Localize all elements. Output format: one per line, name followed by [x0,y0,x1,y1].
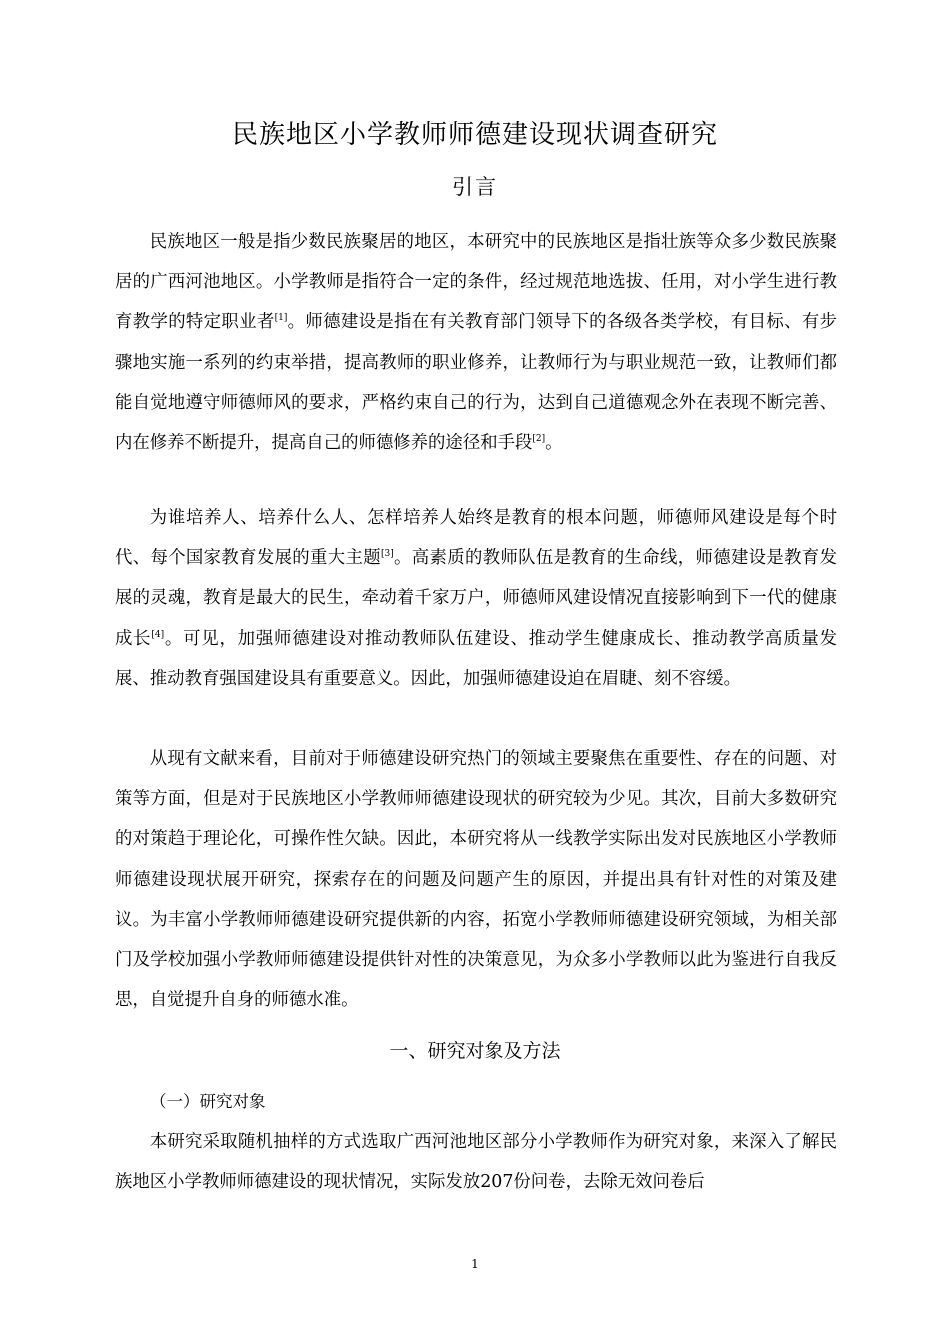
paragraph-text: 从现有文献来看，目前对于师德建设研究热门的领域主要聚焦在重要性、存在的问题、对策等方面，但是对于民族地区小学教师师德建设现状的研究较为少见。其次，目前大多数研究的对策趋于理论化，可操作性欠缺。因此，本研究将从一线教学实际出发对民族地区小学教师师德建设现状展开研究，探索存在的问题及问题产生的原因，并提出具有针对性的对策及建议。为丰富小学教师师德建设研究提供新的内容，拓宽小学教师师德建设研究领域，为相关部门及学校加强小学教师师德建设提供针对性的决策意见，为众多小学教师以此为鉴进行自我反思，自觉提升自身的师德水准。 [115,749,837,1011]
citation-marker: [1] [274,313,288,324]
section-paragraph: 本研究采取随机抽样的方式选取广西河池地区部分小学教师作为研究对象，来深入了解民族地区小学教师师德建设的现状情况，实际发放207份问卷，去除无效问卷后 [115,1132,837,1193]
page-number: 1 [471,1257,479,1271]
paragraph-text: 。可见，加强师德建设对推动教师队伍建设、推动学生健康成长、推动教学高质量发展、推动教育强国建设具有重要意义。因此，加强师德建设迫在眉睫、刻不容缓。 [115,628,837,689]
introduction-heading: 引言 [452,175,498,199]
citation-marker: [4] [151,629,165,640]
section-heading: 一、研究对象及方法 [389,1040,561,1062]
subsection-heading: （一）研究对象 [150,1092,266,1111]
citation-marker: [2] [532,434,546,445]
paragraph-text: 。高素质的教师队伍是教育的生命线，师德建设是教育发展的灵魂，教育是最大的民生，牵动着千家万户，师德师风建设情况直接影响到下一代的健康成长 [115,548,837,649]
paragraph-text: 为谁培养人、培养什么人、怎样培养人始终是教育的根本问题，师德师风建设是每个时代、每个国家教育发展的重大主题 [115,508,837,569]
paragraph-text: 民族地区一般是指少数民族聚居的地区，本研究中的民族地区是指壮族等众多少数民族聚居的广西河池地区。小学教师是指符合一定的条件，经过规范地选拔、任用，对小学生进行教育教学的特定职业者 [115,232,837,333]
intro-paragraph-3 [115,739,837,1020]
document-title: 民族地区小学教师师德建设现状调查研究 [231,120,718,150]
intro-paragraph-2 [115,498,837,699]
intro-paragraph-1 [115,222,837,463]
citation-marker: [3] [380,549,394,560]
paragraph-text: 。 [545,433,563,454]
paragraph-text: 。师德建设是指在有关教育部门领导下的各级各类学校，有目标、有步骤地实施一系列的约束举措，提高教师的职业修养，让教师行为与职业规范一致，让教师们都能自觉地遵守师德师风的要求，严格约束自己的行为，达到自己道德观念外在表现不断完善、内在修养不断提升，提高自己的师德修养的途径和手段 [115,312,837,454]
